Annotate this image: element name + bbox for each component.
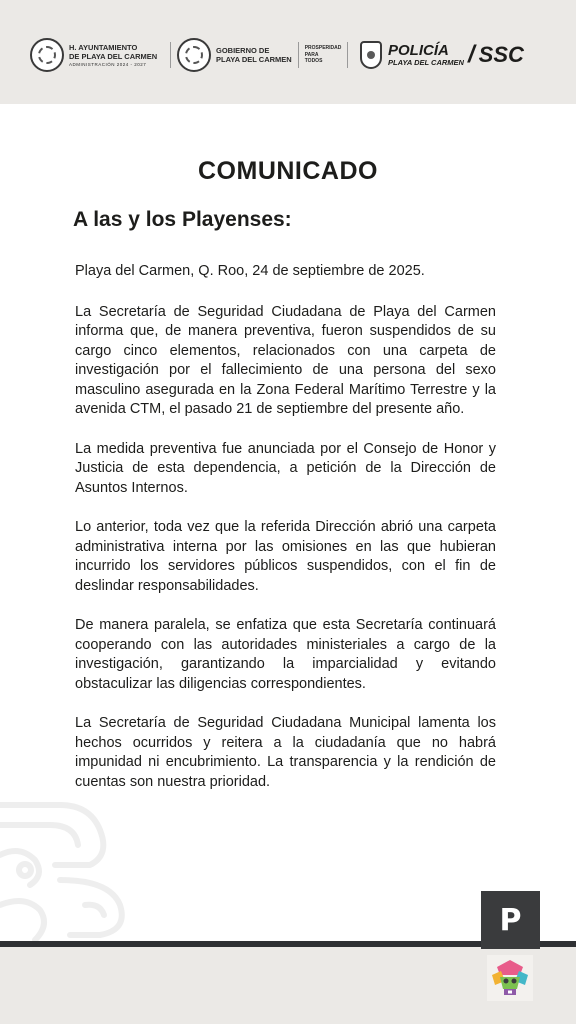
ssc-logo-text: SSC (478, 42, 524, 67)
tagline (305, 45, 342, 65)
gobierno-emblem-icon (177, 38, 211, 72)
ayuntamiento-emblem-icon (30, 38, 64, 72)
policia-city: PLAYA DEL CARMEN (388, 57, 464, 67)
header-bar (0, 0, 576, 104)
page-title: COMUNICADO (198, 157, 378, 185)
ayuntamiento-name-line2: DE PLAYA DEL CARMEN (69, 51, 158, 61)
gobierno-name-line1: GOBIERNO DE (216, 46, 270, 55)
paragraph: De manera paralela, se enfatiza que esta Secretaría continuará cooperando con las autoridades ministeriales a cargo de la investigación, garantizando la imparcialidad y evitando obstaculizar las diligencias correspondientes. (75, 617, 496, 692)
tagline-line3: TODOS (304, 58, 323, 65)
ayuntamiento-logo (30, 38, 157, 72)
policia-title: POLICÍA (388, 41, 449, 59)
gobierno-name-line2: PLAYA DEL CARMEN (216, 55, 292, 64)
paragraph: La medida preventiva fue anunciada por el Consejo de Honor y Justicia de esta dependencia, a petición de la Dirección de Asuntos Internos. (75, 440, 496, 496)
greeting: A las y los Playenses: (73, 208, 292, 231)
paragraph: Lo anterior, toda vez que la referida Dirección abrió una carpeta administrativa interna por las omisiones en las que hubieran incurrido los servidores públicos suspendidos, con el fin de deslindar responsabilidades. (75, 519, 496, 594)
date-line: Playa del Carmen, Q. Roo, 24 de septiembre de 2025. (75, 263, 425, 279)
p-brand-mark (481, 891, 540, 949)
colorful-glyph-logo-icon (487, 955, 533, 1001)
ayuntamiento-administration: ADMINISTRACIÓN 2024 - 2027 (69, 61, 147, 67)
divider (170, 42, 171, 68)
tagline-line1: PROSPERIDAD (304, 45, 342, 52)
communique-body (75, 262, 496, 812)
paragraph: La Secretaría de Seguridad Ciudadana de Playa del Carmen informa que, de manera preventiva, fueron suspendidos de su cargo cinco elementos, relacionados con una carpeta de investigación por el fallecimiento de una persona del sexo masculino asegurada en la Zona Federal Marítimo Terrestre y la avenida CTM, el pasado 21 de septiembre del presente año. (75, 303, 496, 417)
divider (298, 42, 299, 68)
slash-divider: / (467, 41, 475, 68)
p-letter: P (499, 902, 522, 938)
divider (347, 42, 348, 68)
tagline-line2: PARA (304, 51, 319, 58)
paragraph: La Secretaría de Seguridad Ciudadana Municipal lamenta los hechos ocurridos y reitera a la ciudadanía que no habrá impunidad ni encubrimiento. La transparencia y la rendición de cuentas son nuestra prioridad. (75, 715, 496, 790)
policia-logo (360, 41, 524, 69)
mayan-glyph-watermark-icon (0, 785, 140, 945)
police-badge-icon (360, 41, 382, 69)
ayuntamiento-name-line1: H. AYUNTAMIENTO (69, 42, 138, 52)
gobierno-logo (170, 38, 354, 72)
